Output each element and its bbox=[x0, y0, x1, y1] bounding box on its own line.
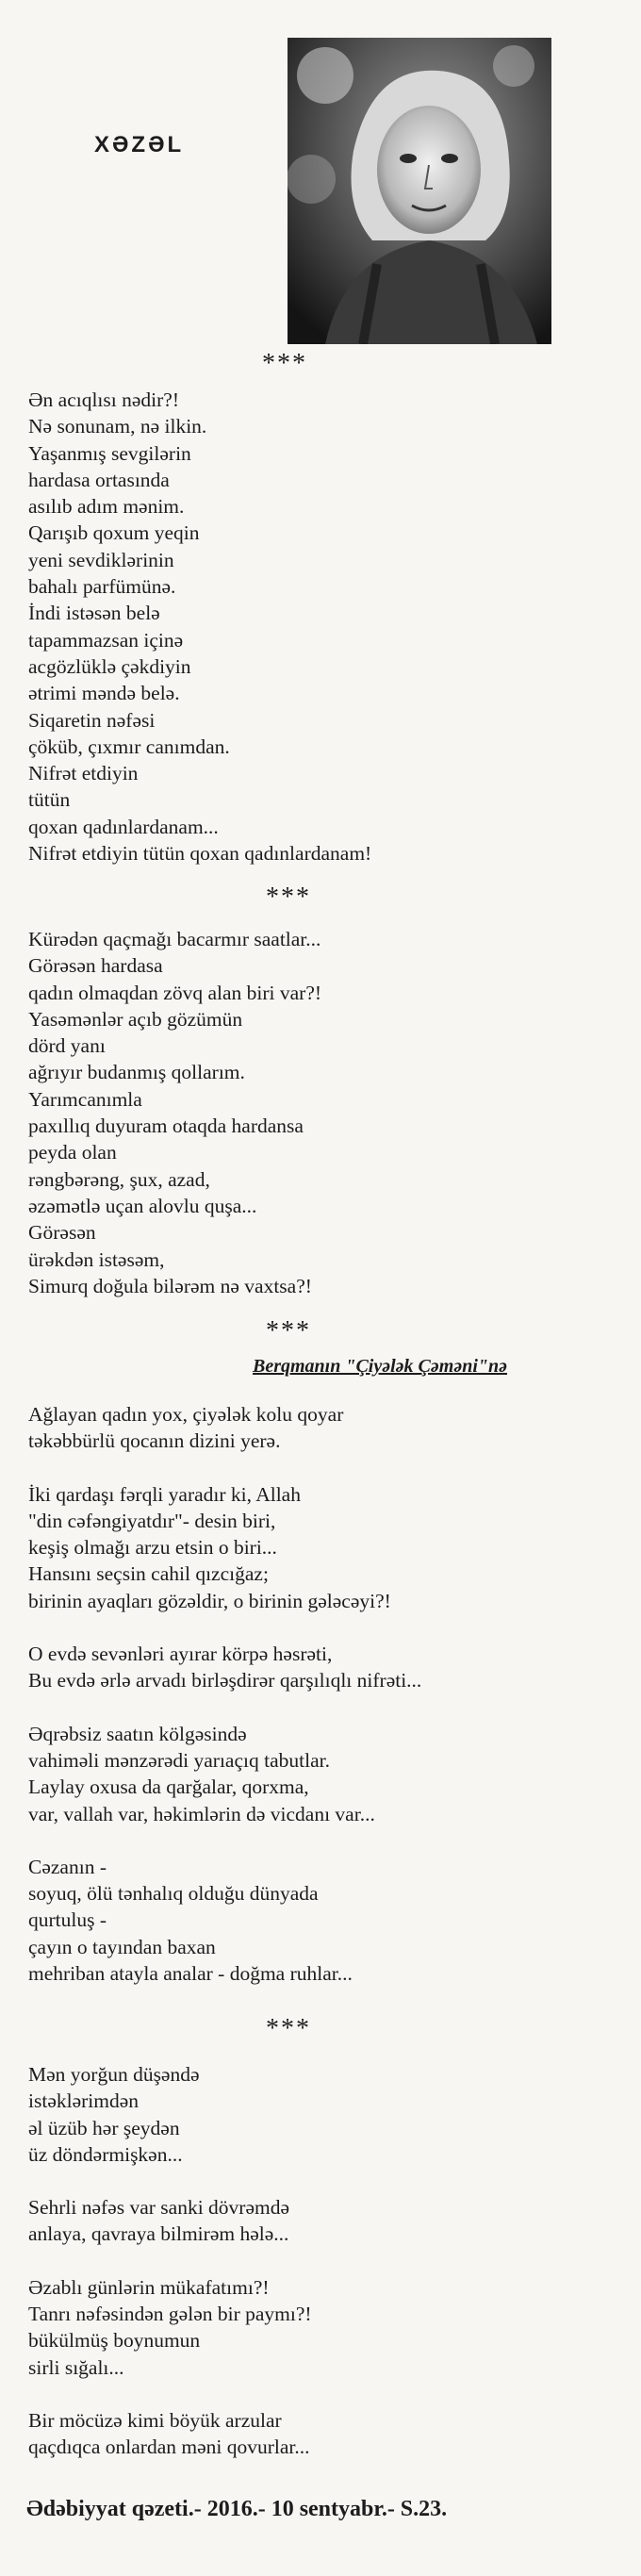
poem-line: acgözlüklə çəkdiyin bbox=[28, 654, 191, 678]
poem-line: qaçdıqca onlardan məni qovurlar... bbox=[28, 2436, 310, 2459]
poem-4 bbox=[28, 2061, 312, 2487]
poem-line: var, vallah var, həkimlərin də vicdanı var... bbox=[28, 1802, 375, 1825]
poem-line: Əzablı günlərin mükafatımı?! bbox=[28, 2275, 270, 2299]
poem-line: Tanrı nəfəsindən gələn bir paymı?! bbox=[28, 2303, 312, 2326]
poem-line: keşiş olmağı arzu etsin o biri... bbox=[28, 1536, 277, 1560]
poem-line: tapammazsan içinə bbox=[28, 628, 184, 652]
poem-line: Görəsən bbox=[28, 1221, 96, 1245]
poem-line: bükülmüş boynumun bbox=[28, 2329, 201, 2353]
poem-line: Bir möcüzə kimi böyük arzular bbox=[28, 2408, 282, 2432]
poem-line: Yasəmənlər açıb gözümün bbox=[28, 1007, 243, 1031]
portrait-image bbox=[288, 38, 551, 344]
stanza bbox=[28, 2194, 312, 2248]
poem-line: təkəbbürlü qocanın dizini yerə. bbox=[28, 1429, 281, 1453]
poem-line: Mən yorğun düşəndə bbox=[28, 2063, 200, 2086]
stanza bbox=[28, 1401, 421, 1455]
poem-line: Nə sonunam, nə ilkin. bbox=[28, 415, 207, 438]
poem-line: rəngbərəng, şux, azad, bbox=[28, 1167, 210, 1191]
poem-line: Yarımcanımla bbox=[28, 1087, 142, 1111]
poem-line: İki qardaşı fərqli yaradır ki, Allah bbox=[28, 1482, 301, 1506]
poem-line: paxıllıq duyuram otaqda hardansa bbox=[28, 1115, 304, 1138]
poem-line: Əqrəbsiz saatın kölgəsində bbox=[28, 1722, 247, 1745]
stanza bbox=[28, 1641, 421, 1694]
poem-line: Simurq doğula bilərəm nə vaxtsa?! bbox=[28, 1274, 312, 1297]
poem-1 bbox=[28, 387, 371, 867]
poem-line: qurtuluş - bbox=[28, 1908, 107, 1932]
poem-line: Sehrli nəfəs var sanki dövrəmdə bbox=[28, 2196, 290, 2220]
poem-line: ürəkdən istəsəm, bbox=[28, 1247, 165, 1271]
poem-2 bbox=[28, 926, 321, 1299]
poem-line: istəklərimdən bbox=[28, 2089, 140, 2113]
poem-line: çayın o tayından baxan bbox=[28, 1935, 216, 1958]
poem-line: Nifrət etdiyin tütün qoxan qadınlardanam! bbox=[28, 842, 372, 866]
poem-line: hardasa ortasında bbox=[28, 468, 170, 491]
poem-dedication: Berqmanın "Çiyələk Çəməni"nə bbox=[253, 1356, 507, 1377]
poem-line: Görəsən hardasa bbox=[28, 954, 163, 978]
poem-line: soyuq, ölü tənhalıq olduğu dünyada bbox=[28, 1882, 319, 1906]
poem-line: əzəmətlə uçan alovlu quşa... bbox=[28, 1194, 257, 1217]
poem-line: Hansını seçsin cahil qızcığaz; bbox=[28, 1562, 269, 1586]
stanza bbox=[28, 2061, 312, 2168]
poem-line: əl üzüb hər şeydən bbox=[28, 2116, 180, 2139]
poem-line: Siqaretin nəfəsi bbox=[28, 708, 156, 732]
poem-line: qadın olmaqdan zövq alan biri var?! bbox=[28, 981, 322, 1004]
poem-line: ağrıyır budanmış qollarım. bbox=[28, 1061, 245, 1084]
poem-line: yeni sevdiklərinin bbox=[28, 548, 174, 571]
poem-line: Yaşanmış sevgilərin bbox=[28, 441, 191, 465]
author-name: XƏZƏL bbox=[94, 132, 185, 157]
stanza bbox=[28, 1721, 421, 1827]
section-separator: *** bbox=[266, 2014, 311, 2043]
stanza bbox=[28, 1854, 421, 1987]
poem-line: peyda olan bbox=[28, 1141, 117, 1164]
poem-line: çöküb, çıxmır canımdan. bbox=[28, 735, 230, 758]
poem-line: Qarışıb qoxum yeqin bbox=[28, 521, 200, 545]
stanza bbox=[28, 1481, 421, 1614]
poem-3 bbox=[28, 1401, 421, 2013]
poem-line: Kürədən qaçmağı bacarmır saatlar... bbox=[28, 928, 321, 950]
poem-line: tütün bbox=[28, 788, 71, 812]
poem-line: sirli sığalı... bbox=[28, 2355, 124, 2379]
poem-line: üz döndərmişkən... bbox=[28, 2142, 183, 2166]
poem-line: mehriban atayla analar - doğma ruhlar... bbox=[28, 1962, 353, 1986]
poem-line: Ən acıqlısı nədir?! bbox=[28, 388, 180, 411]
poem-line: qoxan qadınlardanam... bbox=[28, 815, 219, 838]
poem-line: Bu evdə ərlə arvadı birləşdirər qarşılıqlı nifrəti... bbox=[28, 1669, 422, 1693]
section-separator: *** bbox=[266, 1316, 311, 1346]
stanza bbox=[28, 2407, 312, 2461]
poem-line: Laylay oxusa da qarğalar, qorxma, bbox=[28, 1775, 309, 1799]
section-separator: *** bbox=[262, 349, 307, 378]
author-photo bbox=[288, 38, 551, 344]
poem-line: Ağlayan qadın yox, çiyələk kolu qoyar bbox=[28, 1403, 344, 1426]
stanza bbox=[28, 2274, 312, 2381]
section-separator: *** bbox=[266, 883, 311, 912]
poem-line: ətrimi məndə belə. bbox=[28, 682, 180, 705]
poem-line: anlaya, qavraya bilmirəm hələ... bbox=[28, 2222, 289, 2246]
poem-line: Nifrət etdiyin bbox=[28, 762, 139, 785]
source-citation: Ədəbiyyat qəzeti.- 2016.- 10 sentyabr.- S.23. bbox=[26, 2497, 448, 2521]
poem-line: O evdə sevənləri ayırar körpə həsrəti, bbox=[28, 1643, 333, 1666]
poem-line: "din cəfəngiyatdır"- desin biri, bbox=[28, 1509, 276, 1532]
poem-line: bahalı parfümünə. bbox=[28, 575, 176, 599]
poem-line: İndi istəsən belə bbox=[28, 602, 160, 625]
poem-line: dörd yanı bbox=[28, 1034, 106, 1058]
poem-line: birinin ayaqları gözəldir, o birinin gələcəyi?! bbox=[28, 1589, 391, 1612]
poem-line: vahiməli mənzərədi yarıaçıq tabutlar. bbox=[28, 1748, 330, 1772]
poem-line: Cəzanın - bbox=[28, 1855, 107, 1878]
poem-line: asılıb adım mənim. bbox=[28, 495, 185, 519]
